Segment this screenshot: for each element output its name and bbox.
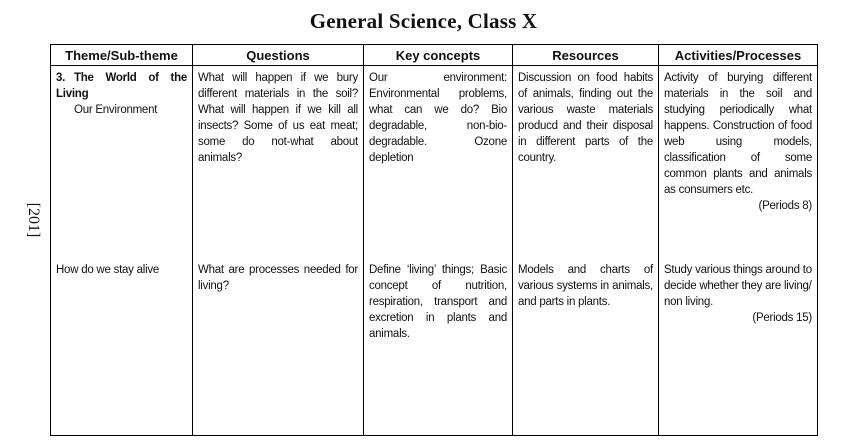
table-row: [51, 66, 818, 263]
activities-cell: [659, 262, 818, 436]
theme-title: The World of the Living: [56, 72, 187, 100]
table-row: [51, 262, 818, 436]
periods-label: (Periods 15): [752, 312, 812, 324]
theme-number: 3.: [56, 72, 66, 84]
header-theme: Theme/Sub-theme: [51, 45, 193, 66]
activities-cell: [659, 66, 818, 263]
page-title: General Science, Class X: [309, 9, 538, 33]
questions-cell: What will happen if we bury different materials in the soil? What will happen if we kill all insects? Some of us eat meat; some do not-what about animals?: [193, 66, 364, 263]
questions-cell: What are processes needed for living?: [193, 262, 364, 436]
header-resources: Resources: [513, 45, 659, 66]
syllabus-table: [50, 44, 818, 436]
theme-cell: [51, 66, 193, 263]
page-number: [201]: [25, 202, 42, 238]
key-concepts-cell: Our environment: Environmental problems, what can we do? Bio degradable, non-bio-degradable. Ozone depletion: [364, 66, 513, 263]
activities-text: Study various things around to decide whether they are living/ non living.: [664, 264, 812, 308]
activities-text: Activity of burying different materials in the soil and studying periodically what happens. Construction of food web using models, classification of some common plants and animals as consumers etc.: [664, 72, 812, 196]
resources-cell: Models and charts of various systems in animals, and parts in plants.: [513, 262, 659, 436]
subtheme-label: Our Environment: [74, 104, 158, 116]
periods-label: (Periods 8): [758, 200, 812, 212]
resources-cell: Discussion on food habits of animals, finding out the various waste materials producd and their disposal in different parts of the country.: [513, 66, 659, 263]
header-activities: Activities/Processes: [659, 45, 818, 66]
key-concepts-cell: Define ‘living’ things; Basic concept of nutrition, respiration, transport and excretion in plants and animals.: [364, 262, 513, 436]
subtheme-label: How do we stay alive: [56, 264, 160, 276]
theme-heading: [56, 70, 187, 102]
table-header-row: [51, 45, 818, 66]
header-key-concepts: Key concepts: [364, 45, 513, 66]
header-questions: Questions: [193, 45, 364, 66]
theme-cell: [51, 262, 193, 436]
